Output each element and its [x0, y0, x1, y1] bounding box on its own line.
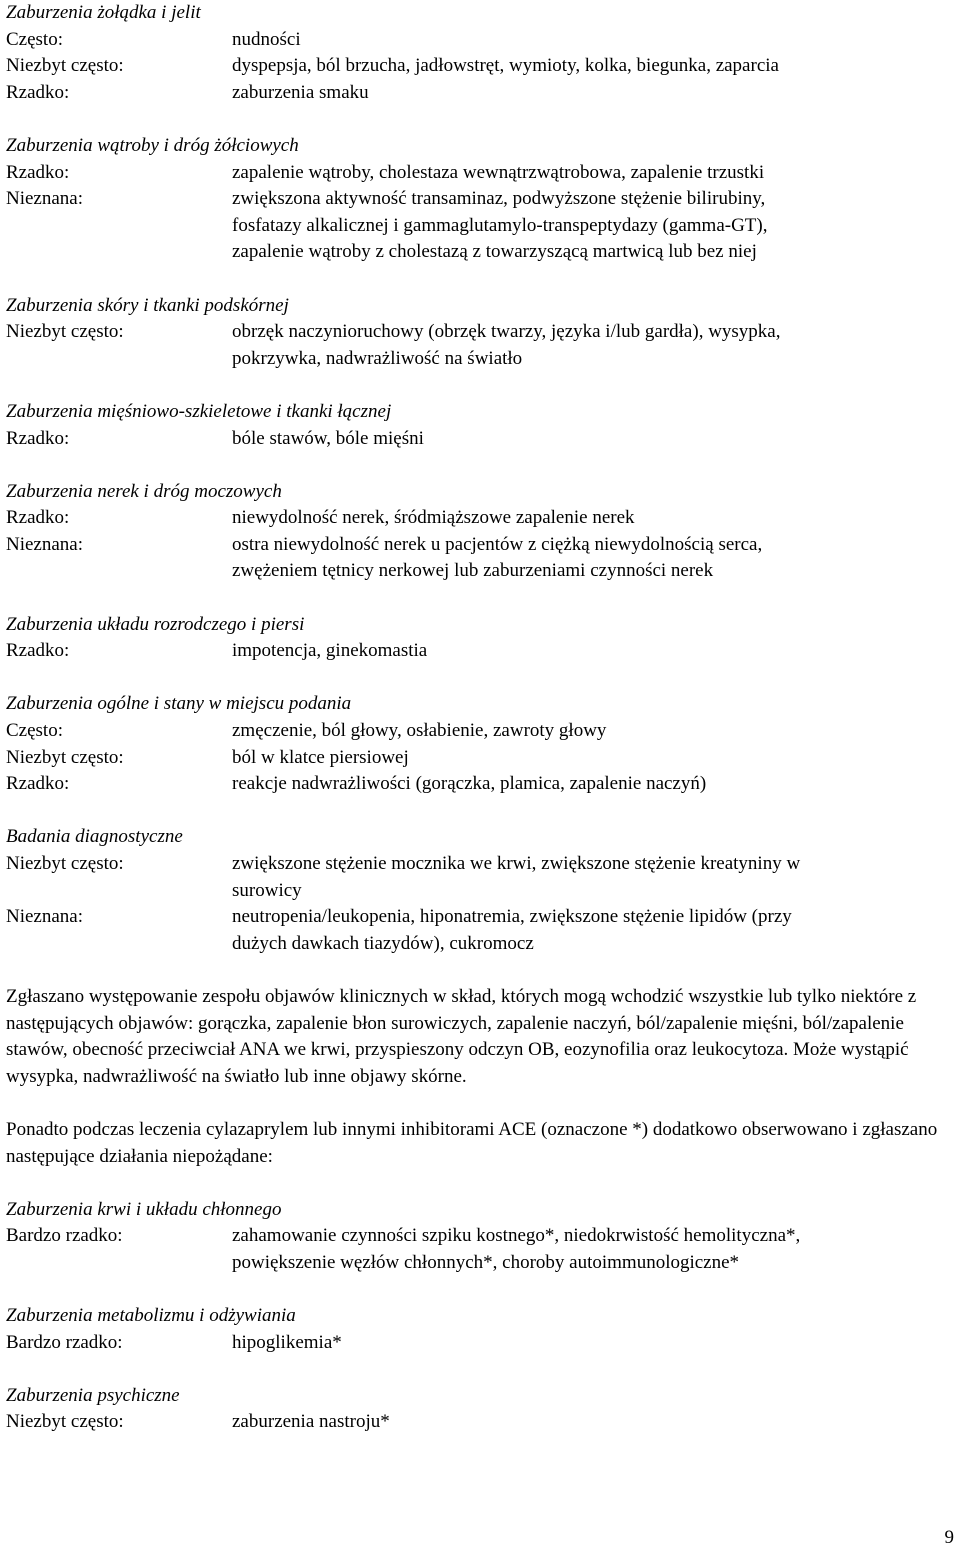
frequency-label: Nieznana:	[6, 906, 84, 928]
effect-text: ostra niewydolność nerek u pacjentów z ciężką niewydolnością serca, zwężeniem tętnicy nerkowej lub zaburzeniami czynności nerek	[232, 533, 763, 582]
frequency-label: Rzadko:	[6, 427, 70, 449]
frequency-label: Rzadko:	[6, 640, 70, 662]
frequency-row	[6, 718, 956, 745]
frequency-row	[6, 771, 956, 798]
adverse-effects-list-1	[6, 0, 956, 957]
section-heading: Zaburzenia psychiczne	[6, 1384, 180, 1406]
effect-text: neutropenia/leukopenia, hiponatremia, zwiększone stężenie lipidów (przy dużych dawkach tiazydów), cukromocz	[232, 906, 792, 954]
frequency-row	[6, 27, 956, 54]
frequency-label: Nieznana:	[6, 533, 84, 555]
frequency-label: Bardzo rzadko:	[6, 1225, 123, 1247]
frequency-row	[6, 505, 956, 532]
frequency-row	[6, 745, 956, 772]
ace-inhibitors-paragraph: Ponadto podczas leczenia cylazaprylem lub innymi inhibitorami ACE (oznaczone *) dodatkowo obserwowano i zgłaszano następujące działania niepożądane:	[6, 1118, 938, 1167]
section-heading: Zaburzenia metabolizmu i odżywiania	[6, 1305, 296, 1327]
effect-text: zwiększona aktywność transaminaz, podwyższone stężenie bilirubiny, fosfatazy alkalicznej i gammaglutamylo-transpeptydazy (gamma-GT), zapalenie wątroby z cholestazą z towarzyszącą martwicą lub bez niej	[232, 188, 768, 263]
frequency-row	[6, 426, 956, 453]
soc-section	[6, 399, 956, 452]
frequency-label: Niezbyt często:	[6, 321, 124, 343]
frequency-row	[6, 532, 956, 585]
page-number: 9	[944, 1527, 954, 1548]
section-heading: Zaburzenia ogólne i stany w miejscu podania	[6, 693, 352, 715]
soc-section	[6, 612, 956, 665]
soc-section	[6, 479, 956, 585]
frequency-row	[6, 319, 956, 372]
effect-text: nudności	[232, 28, 301, 50]
section-heading: Zaburzenia układu rozrodczego i piersi	[6, 613, 305, 635]
section-heading: Zaburzenia mięśniowo-szkieletowe i tkanki łącznej	[6, 400, 392, 422]
frequency-label: Nieznana:	[6, 188, 84, 210]
frequency-row	[6, 638, 956, 665]
section-heading: Zaburzenia skóry i tkanki podskórnej	[6, 294, 289, 316]
soc-section	[6, 824, 956, 957]
effect-text: hipoglikemia*	[232, 1331, 342, 1353]
frequency-row	[6, 160, 956, 187]
frequency-label: Rzadko:	[6, 507, 70, 529]
effect-text: zwiększone stężenie mocznika we krwi, zwiększone stężenie kreatyniny w surowicy	[232, 853, 801, 901]
effect-text: impotencja, ginekomastia	[232, 640, 428, 662]
effect-text: ból w klatce piersiowej	[232, 746, 409, 768]
section-heading: Zaburzenia nerek i dróg moczowych	[6, 480, 282, 502]
frequency-label: Rzadko:	[6, 773, 70, 795]
soc-section	[6, 293, 956, 373]
effect-text: zahamowanie czynności szpiku kostnego*, niedokrwistość hemolityczna*, powiększenie węzłów chłonnych*, choroby autoimmunologiczne*	[232, 1225, 801, 1273]
frequency-row	[6, 1223, 956, 1276]
soc-section	[6, 1197, 956, 1277]
frequency-label: Niezbyt często:	[6, 746, 124, 768]
frequency-row	[6, 904, 956, 957]
frequency-row	[6, 1330, 956, 1357]
effect-text: zaburzenia nastroju*	[232, 1411, 390, 1433]
section-heading: Badania diagnostyczne	[6, 826, 183, 848]
frequency-row	[6, 851, 956, 904]
frequency-label: Niezbyt często:	[6, 853, 124, 874]
effect-text: bóle stawów, bóle mięśni	[232, 427, 424, 449]
frequency-label: Często:	[6, 28, 63, 50]
frequency-label: Niezbyt często:	[6, 55, 124, 77]
soc-section	[6, 1303, 956, 1356]
section-heading: Zaburzenia krwi i układu chłonnego	[6, 1198, 282, 1220]
frequency-label: Niezbyt często:	[6, 1411, 124, 1433]
effect-text: dyspepsja, ból brzucha, jadłowstręt, wymioty, kolka, biegunka, zaparcia	[232, 55, 779, 77]
soc-section	[6, 0, 956, 106]
document-body	[6, 0, 956, 1463]
section-heading: Zaburzenia wątroby i dróg żółciowych	[6, 134, 299, 156]
soc-section	[6, 133, 956, 266]
frequency-row	[6, 53, 956, 80]
frequency-label: Często:	[6, 720, 63, 742]
frequency-row	[6, 1409, 956, 1436]
section-heading: Zaburzenia żołądka i jelit	[6, 2, 201, 23]
effect-text: zaburzenia smaku	[232, 81, 369, 103]
effect-text: zmęczenie, ból głowy, osłabienie, zawroty głowy	[232, 720, 607, 742]
soc-section	[6, 1383, 956, 1436]
effect-text: reakcje nadwrażliwości (gorączka, plamica, zapalenie naczyń)	[232, 773, 707, 795]
frequency-label: Rzadko:	[6, 81, 70, 103]
frequency-label: Rzadko:	[6, 161, 70, 183]
effect-text: obrzęk naczynioruchowy (obrzęk twarzy, języka i/lub gardła), wysypka, pokrzywka, nadwrażliwość na światło	[232, 321, 781, 369]
frequency-row	[6, 186, 956, 266]
syndrome-paragraph: Zgłaszano występowanie zespołu objawów klinicznych w skład, których mogą wchodzić wszystkie lub tylko niektóre z następujących objawów: gorączka, zapalenie błon surowiczych, zapalenie naczyń, ból/zapalenie mięśni, ból/zapalenie stawów, obecność przeciwciał ANA we krwi, przyspieszony odczyn OB, eozynofilia oraz leukocytoza. Może wystąpić wysypka, nadwrażliwość na światło lub inne objawy skórne.	[6, 985, 917, 1087]
frequency-row	[6, 80, 956, 107]
adverse-effects-list-2	[6, 1197, 956, 1436]
effect-text: zapalenie wątroby, cholestaza wewnątrzwątrobowa, zapalenie trzustki	[232, 161, 765, 183]
soc-section	[6, 691, 956, 797]
frequency-label: Bardzo rzadko:	[6, 1331, 123, 1353]
effect-text: niewydolność nerek, śródmiąższowe zapalenie nerek	[232, 507, 635, 529]
